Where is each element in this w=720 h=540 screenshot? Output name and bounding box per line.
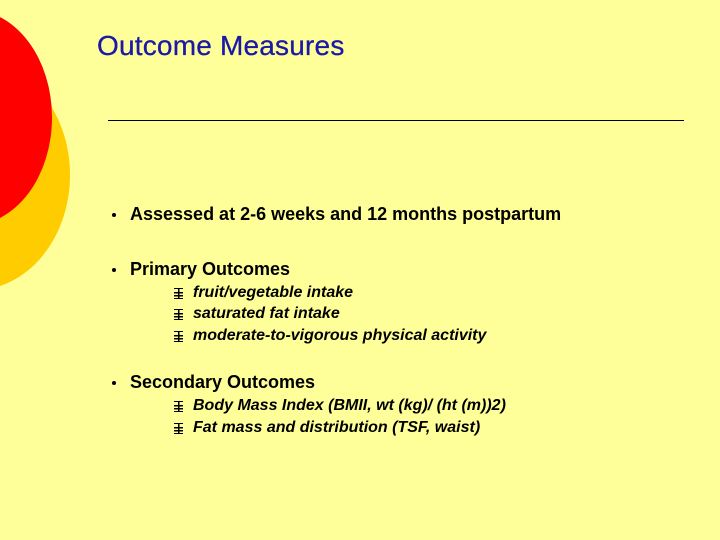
subitem-physical-activity xyxy=(174,327,486,345)
subitem-text: saturated fat intake xyxy=(193,305,340,322)
sub-bullet-icon xyxy=(174,309,183,320)
title-divider xyxy=(108,120,684,121)
bullet-primary-outcomes xyxy=(112,259,290,280)
sub-bullet-icon xyxy=(174,331,183,342)
bullet-dot-icon xyxy=(112,213,116,217)
subitem-saturated-fat xyxy=(174,305,340,323)
subitem-fat-mass xyxy=(174,419,480,437)
bullet-text: Primary Outcomes xyxy=(130,259,291,279)
bullet-secondary-outcomes xyxy=(112,372,315,393)
bullet-text: Assessed at 2-6 weeks and 12 months postpartum xyxy=(130,204,562,224)
subitem-text: Fat mass and distribution (TSF, waist) xyxy=(193,419,481,436)
bullet-assessed xyxy=(112,204,561,225)
sub-bullet-icon xyxy=(174,401,183,412)
subitem-text: Body Mass Index (BMII, wt (kg)/ (ht (m))2) xyxy=(193,397,506,414)
subitem-text: fruit/vegetable intake xyxy=(193,284,354,301)
subitem-fruit-vegetable xyxy=(174,284,353,302)
bullet-dot-icon xyxy=(112,268,116,272)
bullet-dot-icon xyxy=(112,381,116,385)
bullet-text: Secondary Outcomes xyxy=(130,372,316,392)
slide-title: Outcome Measures xyxy=(97,30,345,61)
subitem-bmi xyxy=(174,397,506,415)
sub-bullet-icon xyxy=(174,423,183,434)
subitem-text: moderate-to-vigorous physical activity xyxy=(193,327,487,344)
sub-bullet-icon xyxy=(174,288,183,299)
